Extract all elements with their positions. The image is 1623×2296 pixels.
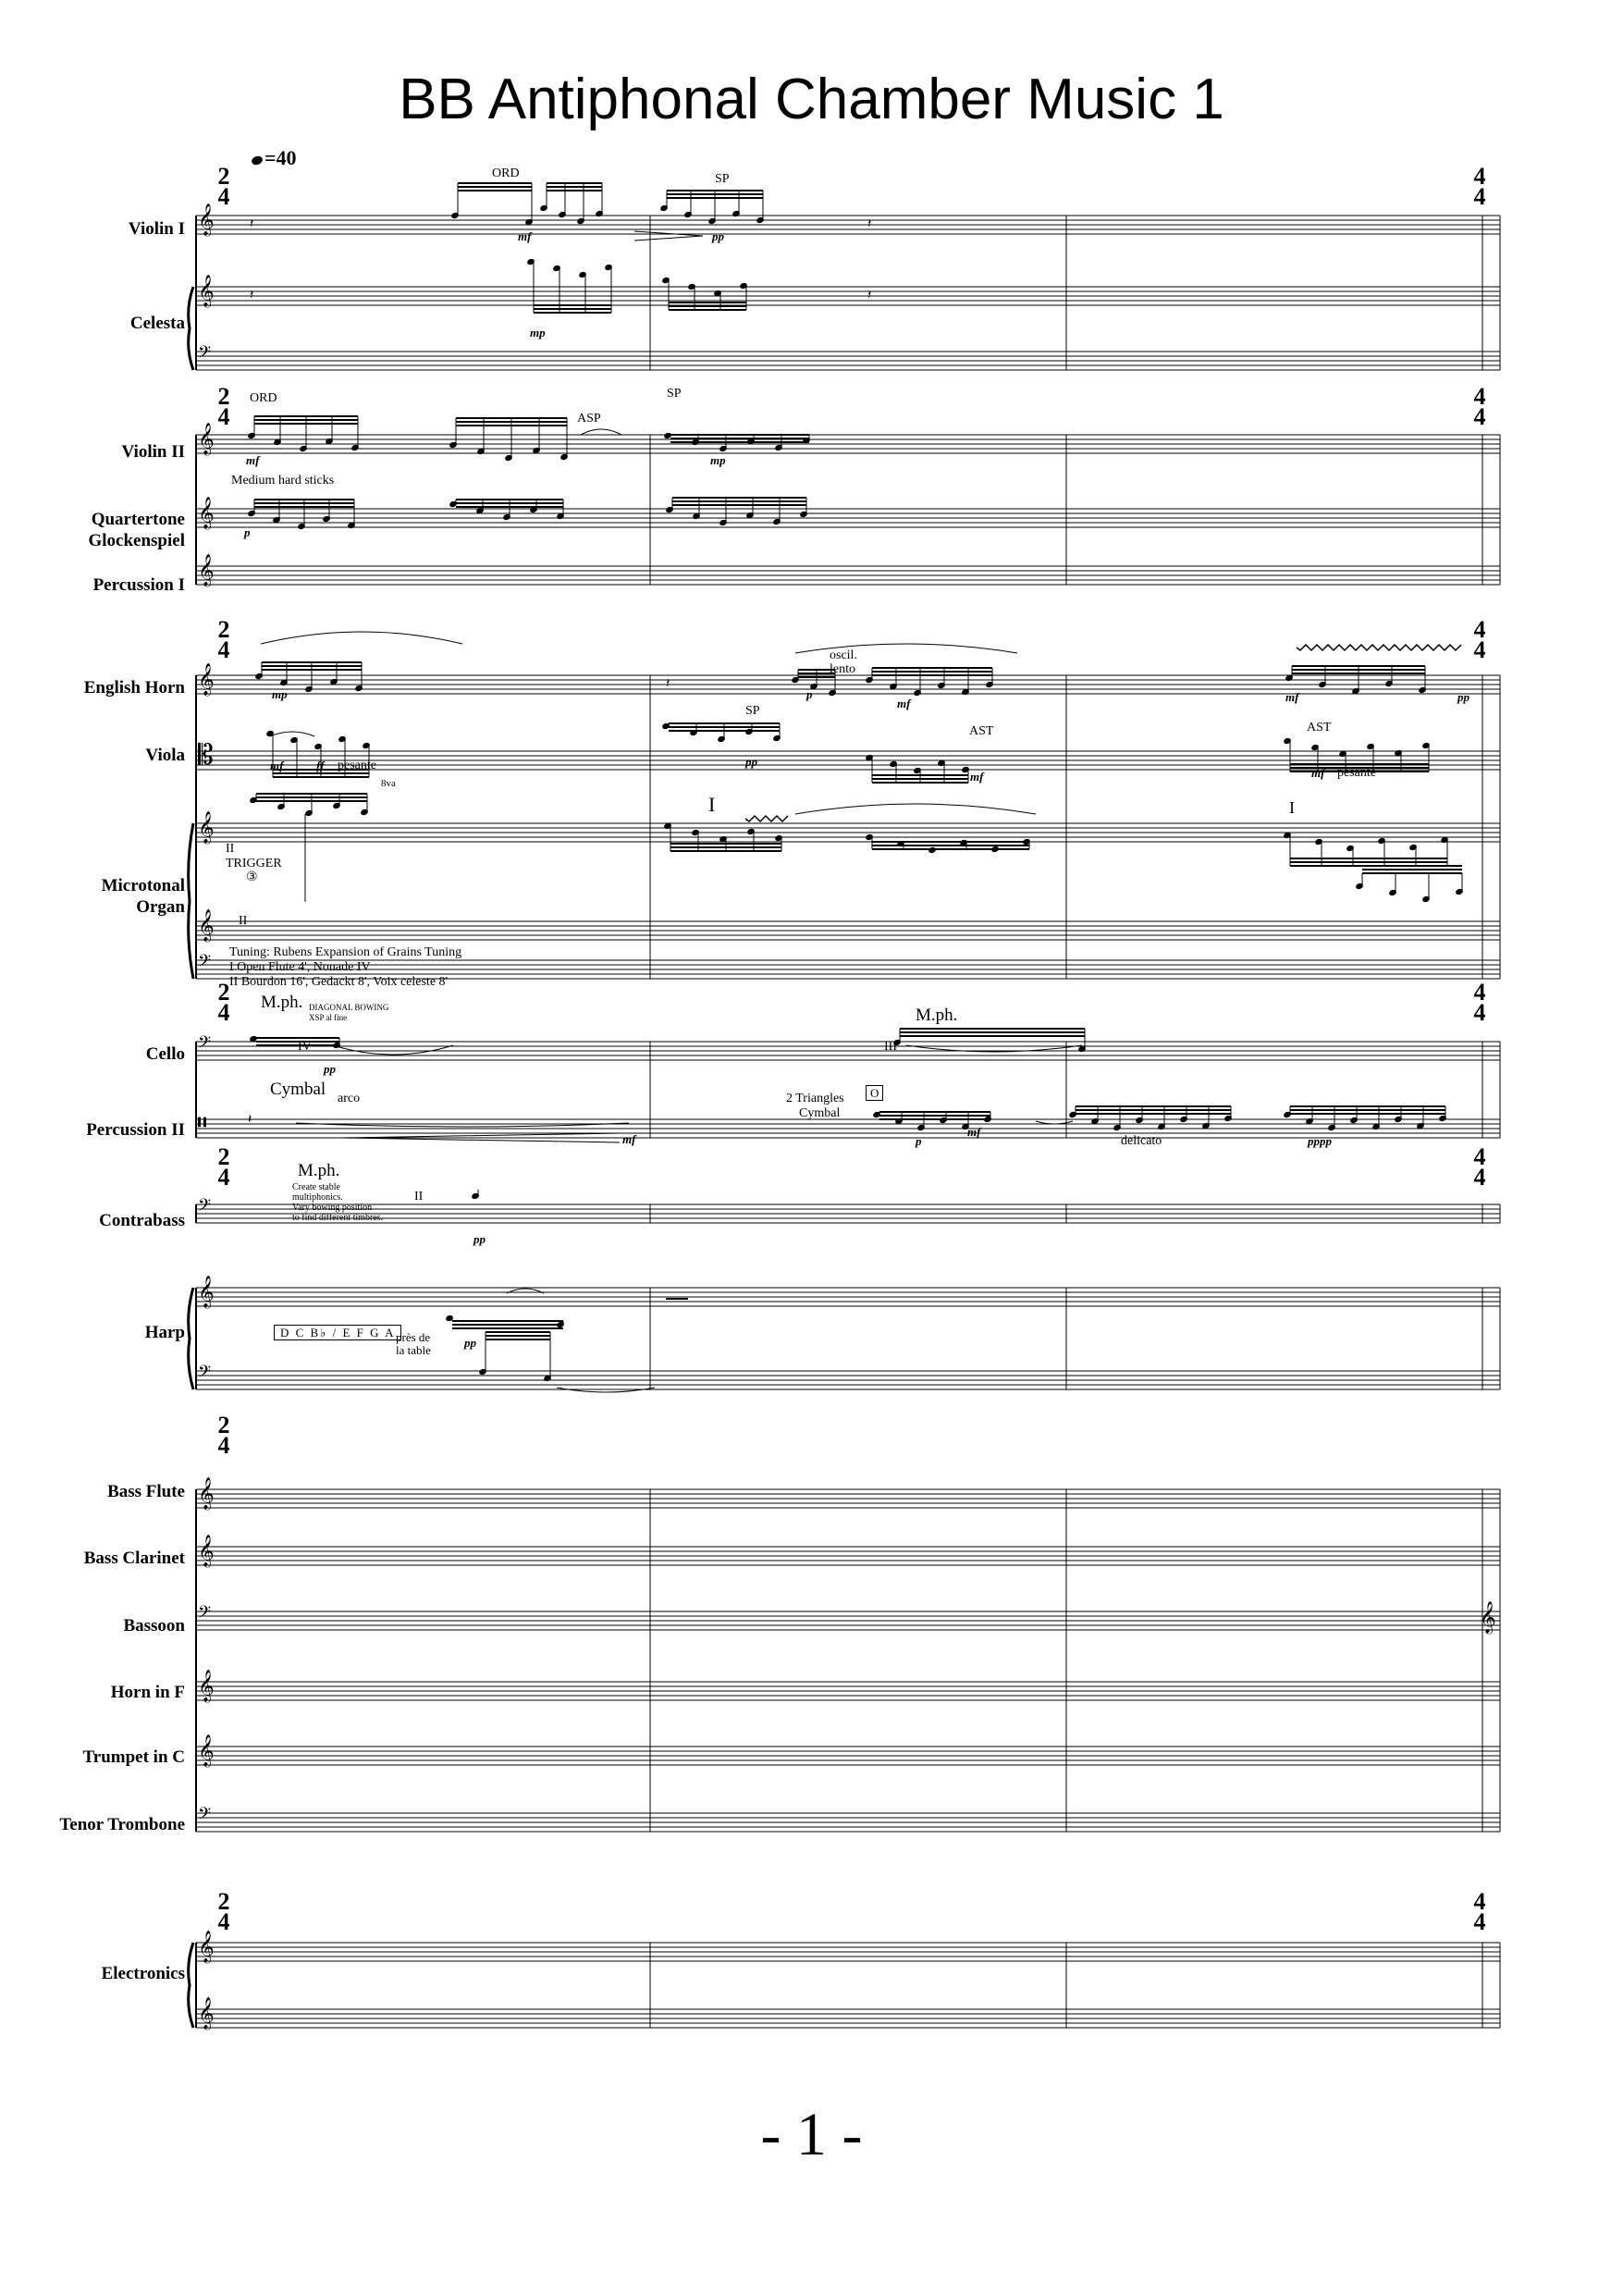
treble-clef-icon: 𝄞 <box>198 1670 215 1702</box>
instrument-label-violin2: Violin II <box>121 442 185 462</box>
harp-la-table: la table <box>396 1343 431 1357</box>
dynamic-p: p <box>806 687 813 701</box>
organ-manual-I: I <box>1289 798 1295 817</box>
instrument-label-bflute: Bass Flute <box>107 1482 185 1501</box>
instrument-label-violin1: Violin I <box>128 219 185 239</box>
perc2-arco: arco <box>338 1092 361 1105</box>
time-signature-end: 4 4 <box>1473 1888 1486 1935</box>
perc2-open-box: O <box>866 1085 883 1101</box>
cb-note-4: to find different timbres. <box>292 1213 384 1223</box>
perc-clef-icon: 𝄥 <box>198 1107 206 1140</box>
treble-clef-icon: 𝄞 <box>198 811 215 844</box>
bass-clef-icon: 𝄢 <box>198 1363 212 1386</box>
glock-sticks: Medium hard sticks <box>231 474 335 488</box>
time-signature-start: 2 4 <box>217 1143 230 1191</box>
cello-mph: M.ph. <box>916 1006 958 1025</box>
instrument-label-bassoon: Bassoon <box>123 1616 185 1636</box>
time-signature-start: 2 4 <box>217 616 230 663</box>
organ-manual-II: II <box>226 842 235 856</box>
bass-clef-icon: 𝄢 <box>198 1196 212 1219</box>
page-title: BB Antiphonal Chamber Music 1 <box>399 68 1224 131</box>
harp-pedal-box: D C B♭ / E F G A <box>274 1325 401 1340</box>
instrument-label-celesta: Celesta <box>129 314 185 333</box>
cb-mph: M.ph. <box>298 1161 340 1180</box>
rest-icon: 𝄽 <box>248 1112 252 1127</box>
instrument-label-cbass: Contrabass <box>99 1211 185 1230</box>
dynamic-mp: mp <box>530 326 546 339</box>
time-signature-start: 2 4 <box>217 383 230 430</box>
perc2-cymbal-label: Cymbal <box>799 1106 841 1120</box>
bass-clef-icon: 𝄢 <box>198 952 212 975</box>
instrument-label-organ: Microtonal Organ <box>101 876 185 917</box>
brace-icon <box>189 1288 193 1389</box>
cb-string-II: II <box>414 1190 424 1204</box>
technique-ast: AST <box>1307 721 1332 734</box>
brace-icon <box>189 823 193 979</box>
eh-oscil: oscil. <box>830 648 857 662</box>
organ-manual-II-pedal: II <box>239 914 248 928</box>
time-signature-start: 2 4 <box>217 979 230 1026</box>
treble-clef-icon: 𝄞 <box>198 1734 215 1767</box>
perc2-cymbal: Cymbal <box>270 1080 326 1099</box>
dynamic-p: p <box>916 1134 922 1148</box>
technique-ast: AST <box>969 724 994 738</box>
technique-sp: SP <box>745 704 760 718</box>
organ-manual-I: I <box>708 793 716 816</box>
decrescendo-hairpin <box>634 231 703 241</box>
treble-clef-icon: 𝄞 <box>198 1931 215 1963</box>
dynamic-mf: mf <box>518 229 532 243</box>
dynamic-p: p <box>244 525 251 539</box>
slur <box>795 644 1017 653</box>
instrument-label-electronics: Electronics <box>101 1964 185 1983</box>
instrument-label-ehorn: English Horn <box>83 678 185 697</box>
technique-sp: SP <box>667 387 682 401</box>
instrument-label-cello: Cello <box>145 1044 185 1064</box>
organ-trigger-number: ③ <box>246 870 258 884</box>
treble-clef-icon: 𝄞 <box>198 909 215 942</box>
cb-note-2: multiphonics. <box>292 1192 343 1203</box>
cb-note-1: Create stable <box>292 1182 340 1192</box>
dynamic-mf: mf <box>897 697 911 710</box>
va-pesante: pesante <box>1337 766 1376 780</box>
treble-clef-icon: 𝄞 <box>198 275 215 307</box>
dynamic-pp: pp <box>324 1062 336 1076</box>
treble-clef-icon: 𝄞 <box>198 204 215 236</box>
alto-clef-icon: 𝄡 <box>198 739 214 772</box>
dynamic-pp: pp <box>745 755 757 769</box>
slur <box>795 804 1036 814</box>
dynamic-mf: mf <box>270 759 284 772</box>
dynamic-pp: pp <box>473 1232 486 1246</box>
treble-clef-icon: 𝄞 <box>198 1997 215 2030</box>
treble-clef-icon: 𝄞 <box>198 1477 215 1510</box>
time-signature-end: 4 4 <box>1473 383 1486 430</box>
page-number: - 1 - <box>760 2101 863 2168</box>
dynamic-mf: mf <box>967 1125 981 1139</box>
trill-line <box>1297 645 1461 650</box>
time-signature-start: 2 4 <box>217 1888 230 1935</box>
treble-clef-icon: 𝄞 <box>198 497 215 529</box>
dynamic-mp: mp <box>272 687 288 701</box>
organ-trigger: TRIGGER <box>226 857 282 870</box>
brace-icon <box>189 1943 193 2028</box>
treble-clef-icon: 𝄞 <box>198 1276 215 1308</box>
slur <box>261 632 462 644</box>
treble-clef-icon: 𝄞 <box>198 423 215 455</box>
perc2-triangles: 2 Triangles <box>786 1092 844 1105</box>
technique-asp: ASP <box>577 412 601 426</box>
instrument-label-harp: Harp <box>144 1323 185 1342</box>
dynamic-mf: mf <box>970 770 984 784</box>
eh-lento: lento <box>830 662 855 676</box>
cello-xsp: XSP al fine <box>309 1013 348 1022</box>
rest-icon: 𝄽 <box>250 216 254 231</box>
instrument-label-horn: Horn in F <box>110 1683 185 1702</box>
slur <box>581 429 621 435</box>
rest-icon: 𝄽 <box>867 288 872 302</box>
instrument-label-perc1: Percussion I <box>92 575 185 595</box>
time-signature-start: 2 4 <box>217 163 230 210</box>
tempo-value: =40 <box>264 146 297 169</box>
instrument-label-perc2: Percussion II <box>86 1120 185 1140</box>
slur <box>270 732 314 736</box>
dynamic-pppp: pppp <box>1308 1134 1332 1148</box>
treble-clef-icon: 𝄞 <box>198 554 215 586</box>
dynamic-pp: pp <box>712 229 724 243</box>
technique-sp: SP <box>715 172 730 186</box>
cello-string-III: III <box>884 1040 897 1054</box>
instrument-label-bclar: Bass Clarinet <box>83 1549 185 1568</box>
harp-pres-de: près de <box>396 1330 431 1344</box>
organ-tuning: Tuning: Rubens Expansion of Grains Tuning <box>229 945 462 959</box>
trill-line <box>745 816 788 821</box>
technique-ord: ORD <box>250 391 277 405</box>
rest-icon: 𝄽 <box>250 288 254 302</box>
dynamic-pp: pp <box>1457 690 1469 704</box>
time-signature-end: 4 4 <box>1473 979 1486 1026</box>
rest-icon: 𝄽 <box>666 676 670 691</box>
cello-mph: M.ph. <box>261 993 303 1012</box>
time-signature-start: 2 4 <box>217 1412 230 1459</box>
dynamic-mf: mf <box>1285 690 1299 704</box>
brace-icon <box>189 287 193 370</box>
dynamic-mf: mf <box>246 453 260 467</box>
dynamic-mp: mp <box>710 453 726 467</box>
perc2-delicato: delicato <box>1121 1134 1162 1148</box>
organ-registration-2: II Bourdon 16', Gedackt 8', Voix celeste 8' <box>229 975 449 989</box>
treble-clef-icon: 𝄞 <box>1480 1601 1496 1634</box>
time-signature-end: 4 4 <box>1473 1143 1486 1191</box>
dynamic-ff: ff <box>316 759 325 772</box>
dynamic-pp: pp <box>464 1336 476 1350</box>
organ-registration-1: I Open Flute 4', Nonade IV <box>229 960 371 974</box>
technique-8va: 8va <box>381 778 396 789</box>
instrument-label-trumpet: Trumpet in C <box>82 1747 185 1767</box>
bass-clef-icon: 𝄢 <box>198 1033 212 1056</box>
dynamic-mf: mf <box>622 1132 636 1146</box>
dynamic-mf: mf <box>1311 766 1325 780</box>
rest-icon: 𝄽 <box>867 216 872 231</box>
instrument-label-viola: Viola <box>145 746 185 765</box>
time-signature-end: 4 4 <box>1473 616 1486 663</box>
cb-note-3: Vary bowing position <box>292 1203 373 1213</box>
cello-diagonal-bowing: DIAGONAL BOWING <box>309 1003 389 1012</box>
cello-string-IV: IV <box>298 1040 312 1054</box>
treble-clef-icon: 𝄞 <box>198 1535 215 1567</box>
treble-clef-icon: 𝄞 <box>198 663 215 696</box>
bass-clef-icon: 𝄢 <box>198 1603 212 1626</box>
bass-clef-icon: 𝄢 <box>198 1805 212 1828</box>
instrument-label-glock: Quartertone Glockenspiel <box>88 510 185 550</box>
bass-clef-icon: 𝄢 <box>198 343 212 366</box>
technique-ord: ORD <box>492 167 520 180</box>
time-signature-end: 4 4 <box>1473 163 1486 210</box>
instrument-label-trombone: Tenor Trombone <box>59 1815 185 1834</box>
va-pesante: pesante <box>338 759 376 772</box>
